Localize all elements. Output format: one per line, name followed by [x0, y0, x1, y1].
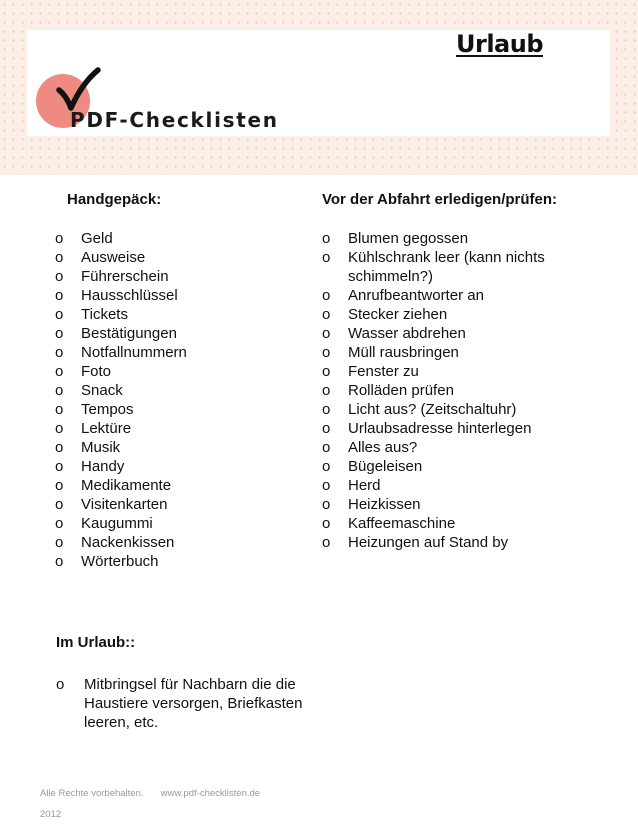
checkbox-circle-icon: o [55, 363, 64, 380]
checklist-item [55, 286, 305, 305]
checkbox-circle-icon: o [322, 420, 331, 437]
checklist-item [322, 286, 572, 305]
checklist-item [55, 324, 305, 343]
checklist-item [322, 533, 572, 552]
checklist-item [55, 248, 305, 267]
checklist-item [55, 495, 305, 514]
checkbox-circle-icon: o [55, 287, 64, 304]
checkbox-circle-icon: o [55, 515, 64, 532]
checklist-item [322, 229, 572, 248]
checklist-item [322, 495, 572, 514]
checklist-item-label: Blumen gegossen [348, 230, 469, 247]
checklist-item [55, 267, 305, 286]
checkbox-circle-icon: o [55, 344, 64, 361]
checklist-item [322, 457, 572, 476]
checklist-item-label: Lektüre [81, 420, 132, 437]
checklist-item [322, 343, 572, 362]
footer-website: www.pdf-checklisten.de [160, 788, 261, 799]
checkbox-circle-icon: o [55, 249, 64, 266]
section-title-vor-abfahrt: Vor der Abfahrt erledigen/prüfen: [322, 191, 558, 208]
checkbox-circle-icon: o [55, 382, 64, 399]
checklist-item-label: Tickets [81, 306, 128, 323]
logo-text: PDF-Checklisten [70, 108, 279, 132]
checklist-item [55, 419, 305, 438]
checklist-item-label: Anrufbeantworter an [348, 287, 484, 304]
checklist-item [55, 381, 305, 400]
checkbox-circle-icon: o [322, 344, 331, 361]
checkbox-circle-icon: o [55, 534, 64, 551]
checklist-item [55, 362, 305, 381]
checklist-item-label: Herd [348, 477, 381, 494]
checkbox-circle-icon: o [55, 458, 64, 475]
checkbox-circle-icon: o [322, 401, 331, 418]
checkbox-circle-icon: o [322, 496, 331, 513]
checklist-item-label: Bügeleisen [348, 458, 423, 475]
checklist-item-label: Heizungen auf Stand by [348, 534, 509, 551]
checkbox-circle-icon: o [322, 230, 331, 247]
checkbox-circle-icon: o [322, 458, 331, 475]
checklist-item-label: Stecker ziehen [348, 306, 448, 323]
checklist-item-label: Führerschein [81, 268, 169, 285]
checklist-item [322, 419, 572, 438]
section-title-im-urlaub: Im Urlaub:: [56, 634, 136, 651]
footer-rights: Alle Rechte vorbehalten. [40, 788, 144, 799]
checklist-im-urlaub [56, 675, 318, 732]
checklist-item [322, 324, 572, 343]
checklist-item-label: Medikamente [81, 477, 172, 494]
checklist-vor-abfahrt [322, 229, 572, 552]
checklist-item [322, 248, 572, 286]
checklist-item [322, 514, 572, 533]
checklist-item-label: Fenster zu [348, 363, 419, 380]
checklist-item-label: Kühlschrank leer (kann nichts schimmeln?) [348, 249, 545, 285]
checkbox-circle-icon: o [322, 363, 331, 380]
checkbox-circle-icon: o [322, 477, 331, 494]
checklist-item-label: Alles aus? [348, 439, 418, 456]
checklist-item [55, 457, 305, 476]
checklist-item [56, 675, 318, 732]
checkbox-circle-icon: o [55, 306, 64, 323]
checkbox-circle-icon: o [55, 325, 64, 342]
document-title: Urlaub [456, 30, 544, 58]
checklist-item-label: Kaffeemaschine [348, 515, 456, 532]
checklist-item-label: Visitenkarten [81, 496, 168, 513]
checkbox-circle-icon: o [322, 515, 331, 532]
checklist-item [322, 305, 572, 324]
checkbox-circle-icon: o [56, 676, 65, 693]
checkbox-circle-icon: o [322, 325, 331, 342]
checkbox-circle-icon: o [55, 496, 64, 513]
checklist-item-label: Foto [81, 363, 112, 380]
checkbox-circle-icon: o [322, 287, 331, 304]
checklist-item-label: Snack [81, 382, 123, 399]
header-banner [0, 0, 638, 175]
checklist-handgepaeck [55, 229, 305, 571]
checklist-item-label: Bestätigungen [81, 325, 177, 342]
checklist-item [55, 514, 305, 533]
checklist-item [322, 438, 572, 457]
checklist-item-label: Handy [81, 458, 125, 475]
checklist-item-label: Tempos [81, 401, 134, 418]
checklist-item-label: Licht aus? (Zeitschaltuhr) [348, 401, 517, 418]
footer-year: 2012 [40, 809, 62, 820]
checkbox-circle-icon: o [322, 534, 331, 551]
checklist-item-label: Ausweise [81, 249, 146, 266]
checklist-item [55, 533, 305, 552]
checklist-item-label: Müll rausbringen [348, 344, 459, 361]
checkbox-circle-icon: o [55, 268, 64, 285]
checkbox-circle-icon: o [55, 230, 64, 247]
checklist-item [322, 381, 572, 400]
checklist-item [55, 552, 305, 571]
checkbox-circle-icon: o [322, 249, 331, 266]
checkbox-circle-icon: o [55, 420, 64, 437]
checklist-item-label: Wörterbuch [81, 553, 159, 570]
checklist-item-label: Rolläden prüfen [348, 382, 454, 399]
checklist-item-label: Urlaubsadresse hinterlegen [348, 420, 532, 437]
checklist-item-label: Hausschlüssel [81, 287, 178, 304]
checklist-item [55, 305, 305, 324]
checkbox-circle-icon: o [322, 306, 331, 323]
checklist-item-label: Wasser abdrehen [348, 325, 466, 342]
checklist-item [55, 438, 305, 457]
checklist-item [322, 400, 572, 419]
checkbox-circle-icon: o [55, 401, 64, 418]
footer-copyright [40, 788, 260, 799]
section-title-handgepaeck: Handgepäck: [67, 191, 162, 208]
checklist-item-label: Notfallnummern [81, 344, 187, 361]
checklist-item-label: Heizkissen [348, 496, 421, 513]
checklist-item [55, 400, 305, 419]
checkbox-circle-icon: o [55, 477, 64, 494]
checklist-item [322, 362, 572, 381]
checklist-item [55, 229, 305, 248]
checklist-item-label: Musik [81, 439, 121, 456]
checkbox-circle-icon: o [322, 382, 331, 399]
checklist-item-label: Mitbringsel für Nachbarn die die Haustiere versorgen, Briefkasten leeren, etc. [84, 676, 303, 731]
checkbox-circle-icon: o [55, 553, 64, 570]
checklist-item [55, 343, 305, 362]
checklist-item-label: Geld [81, 230, 113, 247]
checklist-item [55, 476, 305, 495]
checklist-item [322, 476, 572, 495]
checkbox-circle-icon: o [55, 439, 64, 456]
checklist-item-label: Nackenkissen [81, 534, 175, 551]
checkbox-circle-icon: o [322, 439, 331, 456]
checklist-item-label: Kaugummi [81, 515, 153, 532]
